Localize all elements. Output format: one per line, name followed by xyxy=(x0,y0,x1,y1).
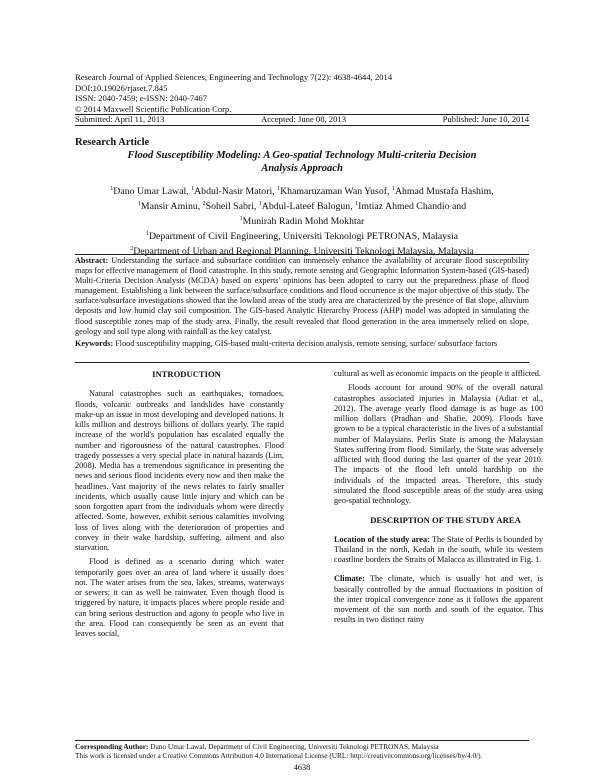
keywords xyxy=(75,339,529,349)
issn: ISSN: 2040-7459; e-ISSN: 2040-7467 xyxy=(75,93,208,103)
footer-rule xyxy=(75,740,529,741)
author-block xyxy=(75,183,529,258)
title-line-2: Analysis Approach xyxy=(261,163,343,174)
author-line-2: $^1$Mansir Aminu, $^2$Soheil Sabri, $^1$Abdul-Lateef Balogun, $^1$Imtiaz Ahmed Chandio and xyxy=(137,201,467,213)
copyright: © 2014 Maxwell Scientific Publication Corp. xyxy=(75,103,232,114)
header-rule-bottom xyxy=(75,125,529,126)
journal-citation: Research Journal of Applied Sciences, Engineering and Technology 7(22): 4638-4644, 2014 xyxy=(75,72,393,82)
published-date: Published: June 10, 2014 xyxy=(442,114,529,124)
footer xyxy=(75,742,529,761)
author-line-3: $^1$Munirah Radin Mohd Mokhtar xyxy=(239,216,365,228)
paragraph: Floods account for around 90% of the overall natural catastrophes associated injuries in Malaysia (Adiat et al., 2012). The average yearly flood damage is as huge as 100 million dollars (Pradhan and Shafie, 2009). Floods have grown to be a typical characteristic in the lives of a substantial number of Malaysians. Perlis State is among the Malaysian States suffering from flood. Similarly, the State was adversely afflicted with flood during the last quarter of the year 2010. The impacts of the flood left untold hardship on the individuals of the impacted areas. Therefore, this study simulated the flood susceptible areas of the study area using geo-spatial technology. xyxy=(334,383,543,505)
abstract-rule-top xyxy=(75,254,529,255)
climate-paragraph: Climate: The climate, which is usually hot and wet, is basically controlled by the annual fluctuations in position of the inter tropical convergence zone as it follows the apparent movement of the sun north and south of the equator. This results in two distinct rainy xyxy=(334,574,543,625)
affiliation-1: $^1$Department of Civil Engineering, Universiti Teknologi PETRONAS, Malaysia xyxy=(145,231,459,243)
right-column xyxy=(334,369,543,626)
author: Dano Umar Lawal, xyxy=(113,186,192,197)
abstract xyxy=(75,256,529,337)
abstract-label: Abstract: xyxy=(75,256,109,265)
affiliation-2: $^2$Department of Urban and Regional Planning, Universiti Teknologi Malaysia, Malaysia xyxy=(130,246,474,258)
author: Abdul-Lateef Balogun, xyxy=(261,201,356,213)
keywords-rule xyxy=(75,362,529,363)
submitted-date: Submitted: April 11, 2013 xyxy=(75,114,165,124)
doi: DOI:10.19026/rjaset.7.845 xyxy=(75,82,168,93)
author: Ahmad Mustafa Hashim, xyxy=(394,186,494,197)
study-area-heading: DESCRIPTION OF THE STUDY AREA xyxy=(370,515,521,526)
location-paragraph: Location of the study area: The State of Perlis is bounded by Thailand in the north, Kedah in the south, while its western coastline borders the Straits of Malacca as illustrated in Fig. 1. xyxy=(334,534,543,564)
keywords-label: Keywords: xyxy=(75,339,114,348)
accepted-date: Accepted: June 08, 2013 xyxy=(261,114,346,124)
page-number: 4638 xyxy=(293,763,311,772)
author-line-1: $^1$Dano Umar Lawal, $^1$Abdul-Nasir Matori, $^1$Khamaruzaman Wan Yusof, $^1$Ahmad Mustafa Hashim, xyxy=(110,186,494,197)
author: Mansir Aminu, xyxy=(140,201,203,213)
corresponding-author: Corresponding Author: Dano Umar Lawal, Department of Civil Engineering, Universiti Teknologi PETRONAS, Malaysia xyxy=(75,742,439,751)
author: Khamaruzaman Wan Yusof, xyxy=(280,186,392,197)
license-note: This work is licensed under a Creative Commons Attribution 4.0 International License (URL: http://creativecommons.org/licenses/by/4.0/). xyxy=(75,751,483,761)
dates-row xyxy=(75,114,529,124)
paragraph: cultural as well as economic impacts on the people it afflicted. xyxy=(334,369,541,378)
climate-label: Climate: xyxy=(334,574,365,584)
left-column xyxy=(75,369,284,639)
title-line-1: Flood Susceptibility Modeling: A Geo-spatial Technology Multi-criteria Decision xyxy=(127,150,477,161)
keywords-text: Flood susceptibility mapping, GIS-based multi-criteria decision analysis, remote sensing, surface/ subsurface factors xyxy=(113,339,498,348)
author: Soheil Sabri, xyxy=(205,201,259,213)
author: Abdul-Nasir Matori, xyxy=(194,186,278,197)
location-label: Location of the study area: xyxy=(334,534,430,544)
introduction-heading: INTRODUCTION xyxy=(152,369,221,379)
paragraph: Flood is defined as a scenario during which water temporarily goes over an area of land where it usually does not. The water arises from the sea, lakes, streams, waterways or sewers; it can as well be rainwater. Even though flood is triggered by nature, it impacts places where people reside and can bring serious destruction and agony to people who live in the area. Flood can consequently be seen as an event that leaves social, xyxy=(75,557,284,638)
abstract-text: Understanding the surface and subsurface condition can immensely enhance the availability of accurate flood susceptibility maps for effective management of flood catastrophe. In this study, remote sensing and Geographic Information System-based (GIS-based) Multi-Criteria Decision Analysis (MCDA) based on experts' opinions has been adopted to carry out the preparedness phase of flood management. Establishing a link between the surface/subsurface conditions and flood occurrence is the major objective of this study. The surface/subsurface investigations showed that the lowland areas of the study area are characterized by the presence of flat slope, alluvium deposits and low humid clay soil composition. The GIS-based Analytic Hierarchy Process (AHP) model was adopted in simulating the flood susceptible zones map of the study area. Finally, the result revealed that flood generation in the area immensely relied on slope, geology and soil type along with rainfall as the key catalyst. xyxy=(75,256,529,336)
author: Munirah Radin Mohd Mokhtar xyxy=(242,216,365,228)
article-type: Research Article xyxy=(75,137,150,148)
paragraph: Natural catastrophes such as earthquakes, tornadoes, floods, volcanic outbreaks and landslides have constantly make-up an issue in most developing and developed nations. It kills million and destroys billions of dollars yearly. The rapid increase of the world's population has escalated equally the number and rigorousness of the natural catastrophes. Flood tragedy possesses a very special place in natural hazards (Lim, 2008). Media has a tremendous significance in presenting the news and serious flood incidents every now and then make the headlines. Vast majority of the news relates to fairly smaller incidents, which usually cause little injury and which can be soon forgotten apart from the individuals whom were directly affected. Some, however, exhibit serious calamities involving loss of lives along with the deterioration of properties and convey in their wake hardship, suffering, ailment and also starvation. xyxy=(75,389,284,552)
author: Imtiaz Ahmed Chandio and xyxy=(358,201,467,213)
paper-title xyxy=(75,149,529,175)
